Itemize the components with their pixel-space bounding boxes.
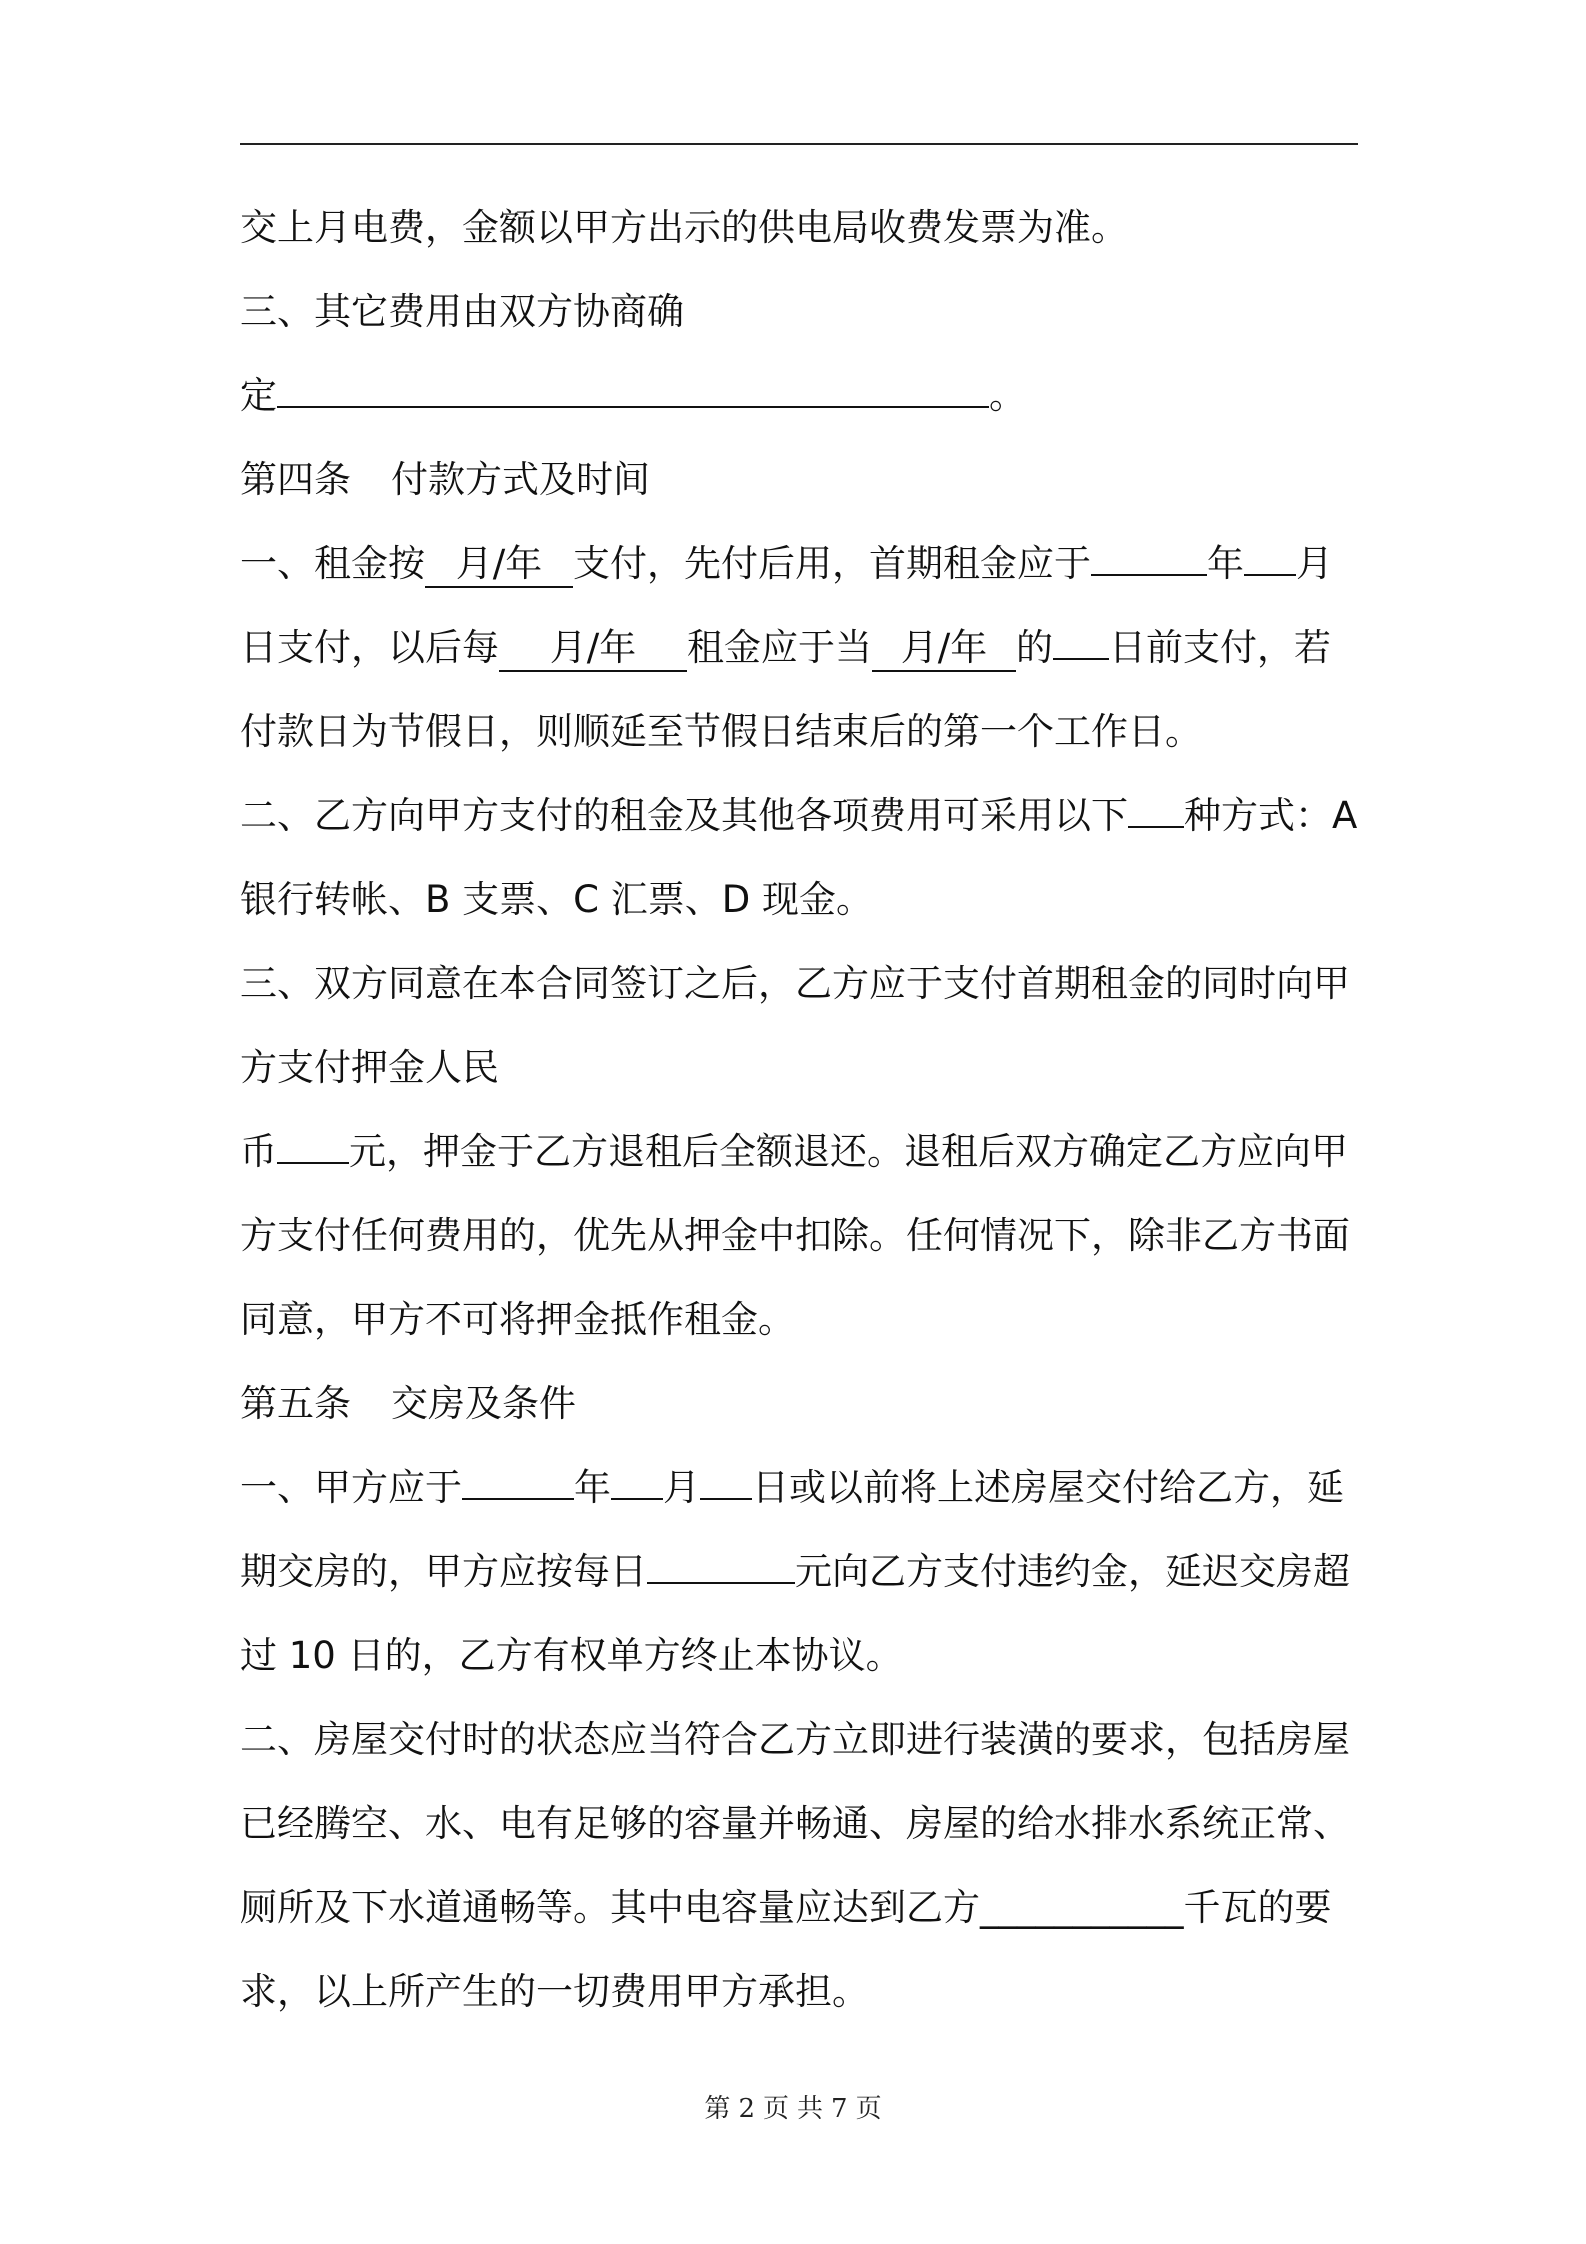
paragraph-line: 付款日为节假日，则顺延至节假日结束后的第一个工作日。: [240, 710, 1202, 753]
paragraph-line: [240, 371, 1026, 421]
article-title: 付款方式及时间: [391, 458, 650, 501]
text: 的: [1016, 626, 1053, 669]
text: 二、乙方向甲方支付的租金及其他各项费用可采用以下: [240, 794, 1128, 837]
paragraph-line: [240, 1547, 1350, 1597]
paragraph-line: 三、双方同意在本合同签订之后，乙方应于支付首期租金的同时向甲: [240, 962, 1350, 1005]
text: 种方式：A: [1184, 794, 1358, 837]
paragraph-line: 已经腾空、水、电有足够的容量并畅通、房屋的给水排水系统正常、: [240, 1802, 1350, 1845]
page-number: 2: [738, 2094, 755, 2124]
paragraph-line: 交上月电费，金额以甲方出示的供电局收费发票为准。: [240, 206, 1128, 249]
blank-field: 月/年: [499, 626, 687, 672]
text: 元向乙方支付违约金，延迟交房超: [795, 1550, 1350, 1593]
page-total: 7: [831, 2094, 848, 2124]
text: 年: [574, 1466, 611, 1509]
article-title: 交房及条件: [391, 1382, 576, 1425]
header-rule: [240, 143, 1358, 145]
blank-field: [647, 1582, 795, 1584]
page-footer: [0, 2088, 1586, 2125]
text: 租金应于当: [687, 626, 872, 669]
paragraph-line: [240, 1883, 1332, 1933]
paragraph-line: [240, 1463, 1344, 1513]
paragraph-line: 三、其它费用由双方协商确: [240, 290, 684, 333]
paragraph-line: 方支付押金人民: [240, 1046, 499, 1089]
text: 日前支付，若: [1109, 626, 1331, 669]
paragraph-line: [240, 1127, 1348, 1177]
text: 千瓦的要: [1183, 1886, 1332, 1929]
footer-text: 页: [762, 2094, 789, 2124]
blank-field: [1244, 574, 1296, 576]
blank-field: [277, 1162, 349, 1164]
text: 币: [240, 1130, 277, 1173]
text: 日支付，以后每: [240, 626, 499, 669]
text: 。: [989, 374, 1026, 417]
article-number: 第四条: [240, 458, 351, 501]
paragraph-line: 求，以上所产生的一切费用甲方承担。: [240, 1970, 869, 2013]
footer-text: 第: [704, 2094, 731, 2124]
text: 定: [240, 374, 277, 417]
paragraph-line: [240, 623, 1331, 673]
text: 日或以前将上述房屋交付给乙方，延: [752, 1466, 1344, 1509]
text: 月: [1296, 542, 1333, 585]
blank-field: [700, 1498, 752, 1500]
footer-text: 共: [797, 2094, 824, 2124]
paragraph-line: 同意，甲方不可将押金抵作租金。: [240, 1298, 795, 1341]
paragraph-line: 二、房屋交付时的状态应当符合乙方立即进行装潢的要求，包括房屋: [240, 1718, 1350, 1761]
article-heading: [240, 455, 650, 505]
paragraph-line: [240, 539, 1333, 589]
text: 元，押金于乙方退租后全额退还。退租后双方确定乙方应向甲: [349, 1130, 1348, 1173]
paragraph-line: 过 10 日的，乙方有权单方终止本协议。: [240, 1634, 903, 1677]
text: 支付，先付后用，首期租金应于: [573, 542, 1091, 585]
paragraph-line: [240, 791, 1357, 841]
paragraph-line: 银行转帐、B 支票、C 汇票、D 现金。: [240, 878, 873, 921]
blank-field: [1091, 574, 1207, 576]
article-number: 第五条: [240, 1382, 351, 1425]
paragraph-line: 方支付任何费用的，优先从押金中扣除。任何情况下，除非乙方书面: [240, 1214, 1350, 1257]
text: 期交房的，甲方应按每日: [240, 1550, 647, 1593]
text: 年: [1207, 542, 1244, 585]
article-heading: [240, 1379, 576, 1429]
text: 厕所及下水道通畅等。其中电容量应达到乙方: [240, 1886, 980, 1929]
blank-field: [1053, 658, 1109, 660]
text: 一、甲方应于: [240, 1466, 462, 1509]
blank-field: [462, 1498, 574, 1500]
blank-field: [277, 406, 989, 408]
underscore-blank: ___________: [980, 1886, 1184, 1929]
blank-field: 月/年: [872, 626, 1016, 672]
blank-field: 月/年: [425, 542, 573, 588]
blank-field: [611, 1498, 663, 1500]
blank-field: [1128, 826, 1184, 828]
footer-text: 页: [855, 2094, 882, 2124]
text: 月: [663, 1466, 700, 1509]
text: 一、租金按: [240, 542, 425, 585]
